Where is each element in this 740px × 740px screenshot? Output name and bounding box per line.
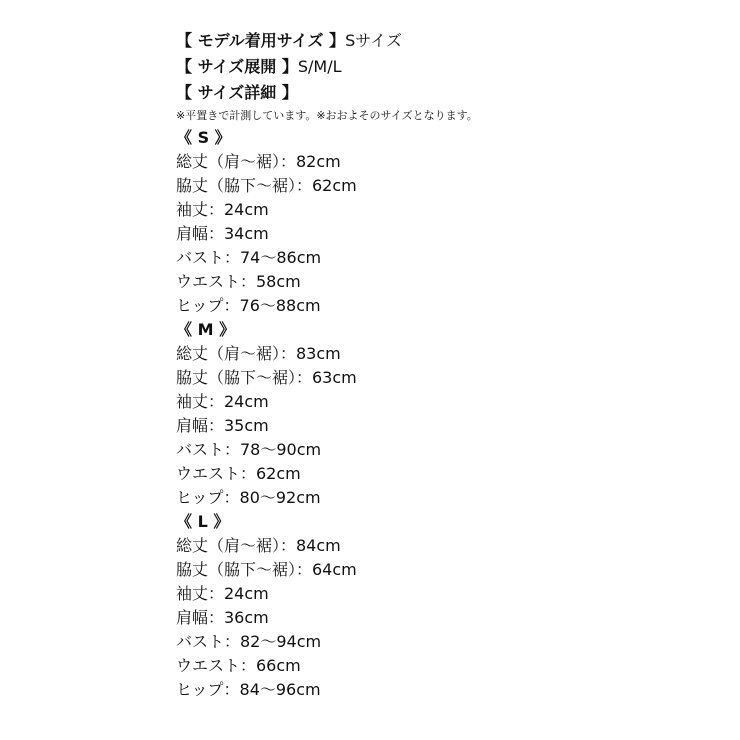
size-range-line (176, 54, 716, 80)
size-l-waist: ウエスト：66cm (176, 656, 301, 675)
size-m-title: 《 M 》 (176, 320, 236, 339)
size-range-label: 【 サイズ展開 】 (176, 57, 298, 76)
measurement-note: ※平置きで計測しています。※おおよそのサイズとなります。 (176, 109, 478, 122)
size-m-sleeve-length: 袖丈：24cm (176, 392, 269, 411)
size-m-bust: バスト：78〜90cm (176, 440, 322, 459)
size-m-shoulder-width: 肩幅：35cm (176, 416, 269, 435)
size-m-hip: ヒップ：80〜92cm (176, 488, 321, 507)
size-s-title: 《 S 》 (176, 128, 231, 147)
size-m-waist: ウエスト：62cm (176, 464, 301, 483)
size-m-total-length: 総丈（肩〜裾）：83cm (176, 344, 341, 363)
size-l-sleeve-length: 袖丈：24cm (176, 584, 269, 603)
size-l-total-length: 総丈（肩〜裾）：84cm (176, 536, 341, 555)
size-s-shoulder-width: 肩幅：34cm (176, 224, 269, 243)
size-s-total-length: 総丈（肩〜裾）：82cm (176, 152, 341, 171)
size-l-bust: バスト：82〜94cm (176, 632, 322, 651)
size-detail-line (176, 80, 716, 106)
size-m-side-length: 脇丈（脇下〜裾）：63cm (176, 368, 357, 387)
size-detail-label: 【 サイズ詳細 】 (176, 83, 298, 102)
size-s-sleeve-length: 袖丈：24cm (176, 200, 269, 219)
model-size-value: Sサイズ (345, 31, 402, 50)
model-size-label: 【 モデル着用サイズ 】 (176, 31, 346, 50)
size-chart (176, 28, 716, 702)
size-l-hip: ヒップ：84〜96cm (176, 680, 321, 699)
size-l-side-length: 脇丈（脇下〜裾）：64cm (176, 560, 357, 579)
size-l-title: 《 L 》 (176, 512, 230, 531)
size-l-shoulder-width: 肩幅：36cm (176, 608, 269, 627)
size-s-side-length: 脇丈（脇下〜裾）：62cm (176, 176, 357, 195)
size-range-value: S/M/L (297, 57, 342, 76)
model-size-line (176, 28, 716, 54)
size-s-waist: ウエスト：58cm (176, 272, 301, 291)
size-s-hip: ヒップ：76〜88cm (176, 296, 321, 315)
size-s-bust: バスト：74〜86cm (176, 248, 322, 267)
